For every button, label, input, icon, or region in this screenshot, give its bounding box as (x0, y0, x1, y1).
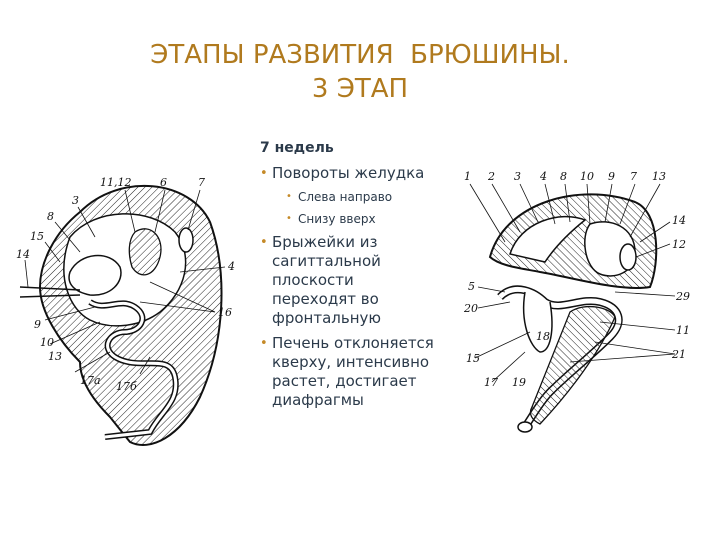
right-label-19: 19 (512, 376, 526, 389)
slide-title (0, 38, 720, 106)
right-label-18: 18 (536, 330, 550, 343)
bullet-stomach-rotation (260, 164, 440, 227)
left-label-14: 14 (16, 248, 30, 261)
sub-bullet-left-right: • Слева направо (272, 189, 440, 205)
right-label-15: 15 (466, 352, 480, 365)
right-label-8: 8 (560, 170, 567, 183)
bullet-label: Повороты желудка (272, 164, 425, 182)
right-label-7: 7 (630, 170, 637, 183)
right-label-9: 9 (608, 170, 615, 183)
left-label-7: 7 (198, 176, 205, 189)
left-label-3: 3 (72, 194, 79, 207)
left-label-13: 13 (48, 350, 62, 363)
peritoneum-cross-section-illustration (450, 162, 720, 462)
right-label-5: 5 (468, 280, 475, 293)
text-column (260, 140, 440, 410)
right-label-17: 17 (484, 376, 498, 389)
left-label-4: 4 (228, 260, 235, 273)
left-label-10: 10 (40, 336, 54, 349)
left-label-9: 9 (34, 318, 41, 331)
right-label-2: 2 (488, 170, 495, 183)
title-line-1: ЭТАПЫ РАЗВИТИЯ БРЮШИНЫ. (150, 40, 570, 70)
bullet-liver: • Печень отклоняется кверху, интенсивно растет, достигает диафрагмы (260, 334, 440, 410)
right-label-13: 13 (652, 170, 666, 183)
left-label-16: 16 (218, 306, 232, 319)
weeks-heading: 7 недель (260, 140, 334, 156)
right-label-12: 12 (672, 238, 686, 251)
right-label-14: 14 (672, 214, 686, 227)
title-line-2: 3 ЭТАП (311, 74, 409, 104)
right-label-1: 1 (464, 170, 471, 183)
right-label-29: 29 (676, 290, 690, 303)
bullet-list (260, 164, 440, 410)
right-label-11: 11 (676, 324, 690, 337)
embryo-sagittal-illustration (0, 162, 260, 462)
left-label-17a: 17а (80, 374, 101, 387)
bullet-mesentery: • Брыжейки из сагиттальной плоскости переходят во фронтальную (260, 233, 440, 328)
left-label-17b: 17б (116, 380, 137, 393)
right-label-20: 20 (464, 302, 478, 315)
left-label-15: 15 (30, 230, 44, 243)
right-label-21: 21 (672, 348, 686, 361)
right-label-10: 10 (580, 170, 594, 183)
left-label-11-12: 11,12 (100, 176, 132, 189)
left-label-6: 6 (160, 176, 167, 189)
left-label-8: 8 (47, 210, 54, 223)
right-label-4: 4 (540, 170, 547, 183)
sub-bullet-bottom-up: • Снизу вверх (272, 211, 440, 227)
right-label-3: 3 (514, 170, 521, 183)
